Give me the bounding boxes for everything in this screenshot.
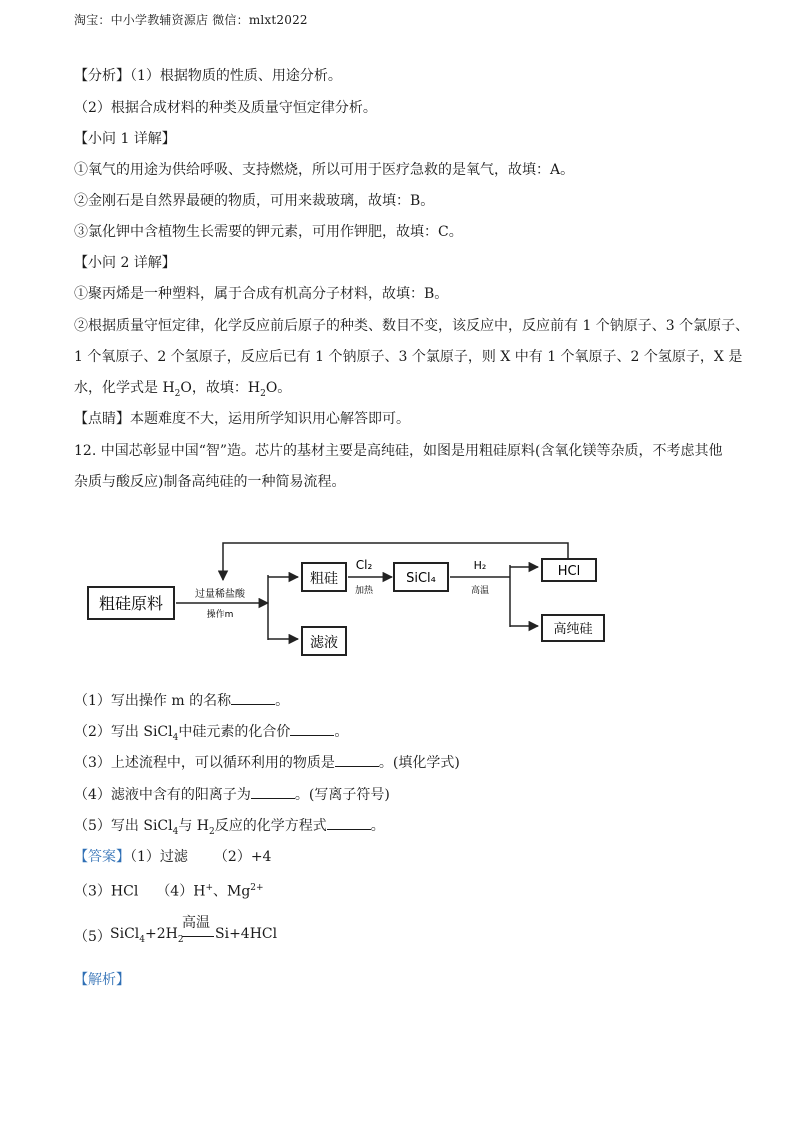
answer-blank-4 (251, 786, 295, 799)
answer-line-1: 【答案】（1）过滤 （2）+4 (74, 849, 272, 865)
question-2: （2）写出 SiCl$_4$中硅元素的化合价 。 (74, 724, 349, 743)
jiexi-tag: 【解析】 (74, 972, 130, 988)
question-4: （4）滤液中含有的阳离子为 。(写离子符号) (74, 787, 390, 803)
q2-item-2-line-1: ②根据质量守恒定律，化学反应前后原子的种类、数目不变，该反应中，反应前有 1 个钠原子、3 个氯原子、 (74, 318, 750, 334)
q1-tag: 【小问 1 详解】 (74, 131, 176, 147)
label-crude-silicon: 粗硅 (310, 571, 338, 587)
answer-tag: 【答案】 (74, 849, 130, 865)
q1-item-1: ①氧气的用途为供给呼吸、支持燃烧，所以可用于医疗急救的是氧气，故填：A。 (74, 162, 575, 178)
label-pure-silicon: 高纯硅 (553, 622, 593, 637)
label-cl2: Cl₂ (355, 558, 373, 572)
answer-line-2: （3）HCl （4）H+、$Mg^{2+}$ (74, 883, 264, 900)
q1-item-3: ③氯化钾中含植物生长需要的钾元素，可用作钾肥，故填：C。 (74, 224, 463, 240)
label-filtrate: 滤液 (310, 635, 338, 651)
equation-condition: 高温 (182, 915, 210, 931)
question-3: （3）上述流程中，可以循环利用的物质是 。(填化学式) (74, 755, 460, 771)
answer-blank-5 (327, 817, 371, 830)
label-hcl: HCl (557, 564, 581, 579)
q2-item-2-line-2: 1 个氧原子、2 个氢原子，反应后已有 1 个钠原子、3 个氯原子，则 X 中有 1 个氧原子、2 个氢原子，X 是 (74, 349, 743, 365)
label-operation: 操作m (206, 610, 234, 620)
question-5: （5）写出 SiCl$_4$与 $H_2$反应的化学方程式 。 (74, 818, 385, 837)
analysis-tag: 【分析】 (74, 68, 130, 84)
label-h2: H₂ (473, 559, 487, 572)
label-heat: 加热 (354, 586, 374, 596)
analysis-line-1: 【分析】（1）根据物质的性质、用途分析。 (74, 68, 342, 84)
process-flow-diagram (80, 515, 620, 665)
equation-bar (182, 936, 214, 937)
answer-blank-3 (335, 754, 379, 767)
label-high-temp: 高温 (470, 586, 490, 596)
point-line: 【点睛】本题难度不大，运用所学知识用心解答即可。 (74, 411, 410, 427)
answer-blank-1 (231, 692, 275, 705)
answer-blank-2 (290, 723, 334, 736)
q2-item-1: ①聚丙烯是一种塑料，属于合成有机高分子材料，故填：B。 (74, 286, 449, 302)
label-sicl4: SiCl₄ (406, 571, 436, 586)
page-header: 淘宝：中小学教辅资源店 微信：mlxt2022 (74, 13, 308, 27)
question-1: （1）写出操作 m 的名称 。 (74, 693, 290, 709)
label-raw-material: 粗硅原料 (98, 594, 164, 613)
answer-equation: （5） $SiCl_4+2H_2$ 高温 Si+4HCl (74, 912, 374, 948)
q1-item-2: ②金刚石是自然界最硬的物质，可用来裁玻璃，故填：B。 (74, 193, 435, 209)
q2-tag: 【小问 2 详解】 (74, 255, 176, 271)
q12-stem-line-2: 杂质与酸反应)制备高纯硅的一种简易流程。 (74, 474, 346, 490)
q12-stem-line-1: 12. 中国芯彰显中国“智”造。芯片的基材主要是高纯硅，如图是用粗硅原料(含氧化镁等杂质，不考虑其他 (74, 443, 723, 459)
point-tag: 【点睛】 (74, 411, 130, 427)
label-acid: 过量稀盐酸 (195, 589, 245, 600)
analysis-line-2: （2）根据合成材料的种类及质量守恒定律分析。 (74, 100, 377, 116)
q2-item-2-line-3: 水，化学式是 $H_2O$，故填：$H_2O$。 (74, 380, 292, 399)
